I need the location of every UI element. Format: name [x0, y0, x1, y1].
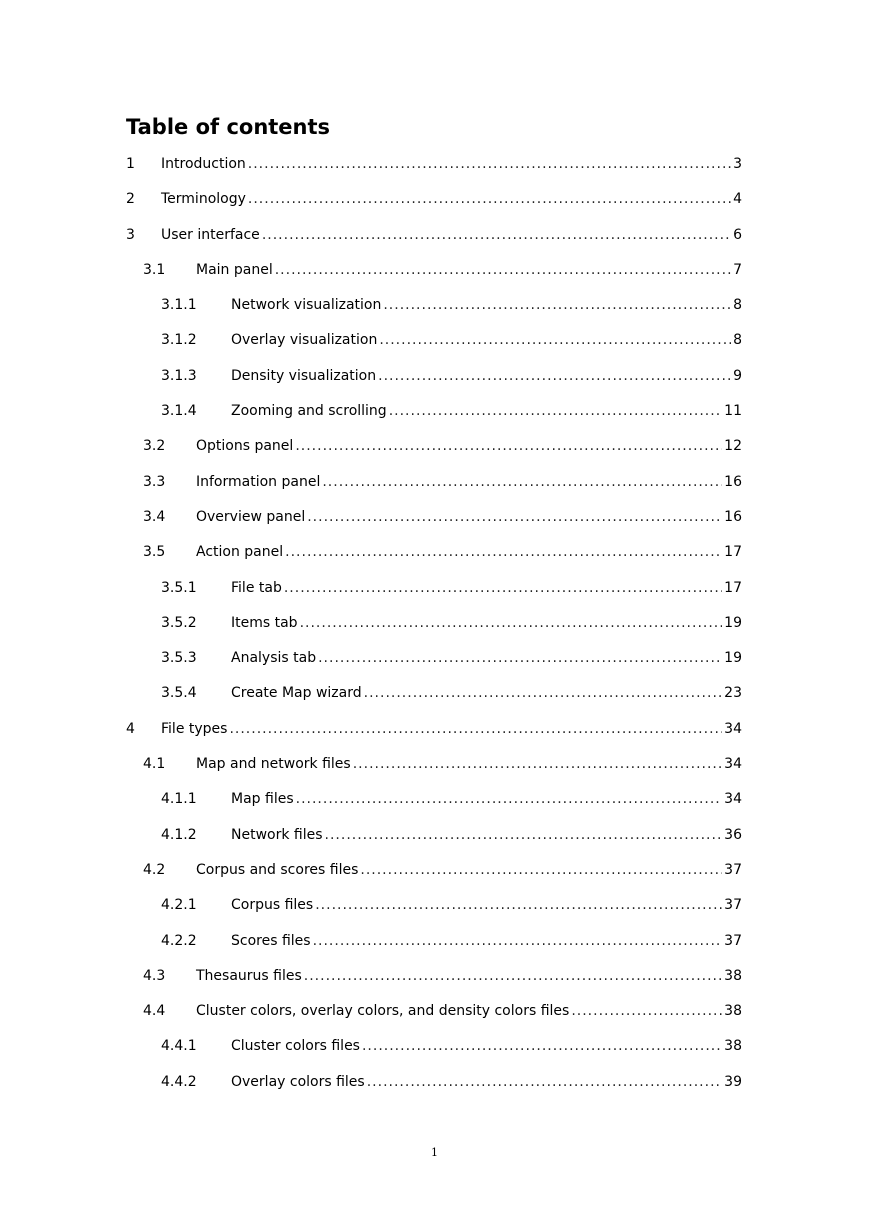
toc-entry-title[interactable]: Map and network files — [196, 756, 351, 773]
toc-entry-number: 3.3 — [143, 473, 166, 490]
toc-entry-title[interactable]: Density visualization — [231, 367, 377, 384]
toc-entry-body — [196, 434, 742, 458]
toc-entry-body — [161, 223, 742, 247]
toc-entry-title[interactable]: Corpus files — [231, 897, 314, 914]
toc-entry-number: 3.1.3 — [161, 367, 197, 384]
toc-entry-title[interactable]: Items tab — [231, 614, 298, 631]
dot-leader — [295, 434, 722, 458]
dot-leader — [304, 964, 722, 988]
toc-entry-body — [196, 540, 742, 564]
dot-leader — [315, 893, 722, 917]
toc-entry[interactable] — [126, 858, 742, 893]
toc-entry-number: 4.4.1 — [161, 1038, 197, 1055]
toc-entry-title[interactable]: Corpus and scores files — [196, 861, 359, 878]
toc-entry-body — [231, 399, 742, 423]
dot-leader — [378, 364, 731, 388]
toc-entry-page[interactable]: 6 — [733, 226, 742, 243]
toc-entry-number: 3.2 — [143, 438, 166, 455]
dot-leader — [362, 1034, 722, 1058]
toc-entry-number: 4.1.2 — [161, 826, 197, 843]
toc-entry-body — [231, 681, 742, 705]
dot-leader — [325, 823, 723, 847]
toc-entry-page[interactable]: 39 — [724, 1073, 742, 1090]
toc-entry-body — [231, 646, 742, 670]
toc-entry[interactable] — [126, 717, 742, 752]
toc-entry-title[interactable]: Information panel — [196, 473, 321, 490]
toc-entry-body — [231, 823, 742, 847]
toc-entry-body — [231, 293, 742, 317]
dot-leader — [296, 787, 723, 811]
toc-entry-title[interactable]: Analysis tab — [231, 650, 317, 667]
toc-entry-title[interactable]: Cluster colors, overlay colors, and density colors files — [196, 1003, 570, 1020]
toc-entry-title[interactable]: Scores files — [231, 932, 311, 949]
toc-entry[interactable] — [126, 893, 742, 928]
toc-entry[interactable] — [126, 752, 742, 787]
toc-entry[interactable] — [126, 823, 742, 858]
toc-entry-body — [231, 1034, 742, 1058]
toc-entry-page[interactable]: 3 — [733, 156, 742, 172]
toc-entry-body — [196, 999, 742, 1023]
toc-entry[interactable] — [126, 293, 742, 328]
toc-entry-number: 4.1.1 — [161, 791, 197, 808]
dot-leader — [248, 187, 731, 211]
toc-entry-title[interactable]: Overlay visualization — [231, 332, 378, 349]
toc-entry[interactable] — [126, 434, 742, 469]
toc-entry[interactable] — [126, 152, 742, 187]
toc-entry[interactable] — [126, 258, 742, 293]
toc-entry-body — [231, 611, 742, 635]
toc-entry-body — [161, 187, 742, 211]
toc-entry[interactable] — [126, 399, 742, 434]
toc-entry-number: 4.4 — [143, 1003, 166, 1020]
toc-entry-title[interactable]: Zooming and scrolling — [231, 403, 387, 420]
toc-entry-title[interactable]: File tab — [231, 579, 282, 596]
toc-entry-page[interactable]: 4 — [733, 191, 742, 208]
toc-entry-title[interactable]: Cluster colors files — [231, 1038, 360, 1055]
toc-entry-page[interactable]: 17 — [724, 579, 742, 596]
toc-entry-number: 3.5.3 — [161, 650, 197, 667]
page-title: Table of contents — [126, 115, 331, 139]
toc-entry-body — [231, 328, 742, 352]
toc-entry-body — [196, 964, 742, 988]
toc-entry[interactable] — [126, 999, 742, 1034]
toc-entry-page[interactable]: 37 — [724, 861, 742, 878]
toc-entry-body — [196, 470, 742, 494]
toc-entry-page[interactable]: 37 — [724, 897, 742, 914]
dot-leader — [379, 328, 731, 352]
toc-entry-page[interactable]: 8 — [733, 297, 742, 314]
toc-entry-number: 4.4.2 — [161, 1073, 197, 1090]
page-number: 1 — [431, 1146, 438, 1159]
toc-entry-page[interactable]: 19 — [724, 650, 742, 667]
dot-leader — [275, 258, 731, 282]
toc-entry-title[interactable]: File types — [161, 720, 228, 737]
toc-list — [126, 152, 742, 1105]
toc-entry-title[interactable]: Main panel — [196, 261, 273, 278]
toc-entry[interactable] — [126, 187, 742, 222]
dot-leader — [367, 1070, 722, 1094]
toc-entry-page[interactable]: 38 — [724, 1003, 742, 1020]
dot-leader — [300, 611, 723, 635]
toc-entry-number: 4.1 — [143, 756, 166, 773]
toc-entry-number: 3.5 — [143, 544, 166, 561]
dot-leader — [284, 576, 722, 600]
toc-entry-page[interactable]: 34 — [724, 720, 742, 737]
toc-entry-title[interactable]: Introduction — [161, 156, 246, 172]
toc-entry[interactable] — [126, 1070, 742, 1105]
toc-entry-number: 4.2.2 — [161, 932, 197, 949]
toc-entry-page[interactable]: 11 — [724, 403, 742, 420]
dot-leader — [248, 152, 731, 176]
dot-leader — [389, 399, 722, 423]
toc-entry-page[interactable]: 12 — [724, 438, 742, 455]
toc-entry-title[interactable]: Options panel — [196, 438, 294, 455]
dot-leader — [360, 858, 722, 882]
toc-entry-page[interactable]: 7 — [733, 261, 742, 278]
toc-entry-body — [196, 858, 742, 882]
toc-entry-body — [196, 258, 742, 282]
dot-leader — [353, 752, 722, 776]
toc-entry-page[interactable]: 16 — [724, 473, 742, 490]
toc-entry-body — [231, 929, 742, 953]
dot-leader — [229, 717, 722, 741]
toc-entry-number: 3.5.4 — [161, 685, 197, 702]
toc-entry[interactable] — [126, 328, 742, 363]
toc-entry-body — [231, 576, 742, 600]
toc-entry-body — [161, 717, 742, 741]
toc-entry[interactable] — [126, 681, 742, 716]
toc-entry-body — [231, 893, 742, 917]
toc-entry-page[interactable]: 34 — [724, 756, 742, 773]
toc-entry[interactable] — [126, 929, 742, 964]
dot-leader — [571, 999, 722, 1023]
toc-entry[interactable] — [126, 470, 742, 505]
toc-entry-body — [196, 505, 742, 529]
toc-entry[interactable] — [126, 964, 742, 999]
toc-entry-page[interactable]: 16 — [724, 508, 742, 525]
toc-entry-body — [231, 787, 742, 811]
toc-entry-body — [196, 752, 742, 776]
dot-leader — [383, 293, 731, 317]
toc-entry[interactable] — [126, 1034, 742, 1069]
toc-entry-page[interactable]: 8 — [733, 332, 742, 349]
toc-entry[interactable] — [126, 787, 742, 822]
toc-entry-title[interactable]: Overlay colors files — [231, 1073, 365, 1090]
toc-entry-body — [161, 152, 742, 176]
toc-entry-page[interactable]: 9 — [733, 367, 742, 384]
toc-entry-number: 3.1 — [143, 261, 166, 278]
toc-entry-title[interactable]: Overview panel — [196, 508, 306, 525]
toc-entry-title[interactable]: Network visualization — [231, 297, 382, 314]
dot-leader — [285, 540, 722, 564]
toc-entry-number: 4 — [126, 720, 135, 737]
toc-entry-page[interactable]: 38 — [724, 967, 742, 984]
toc-entry-page[interactable]: 38 — [724, 1038, 742, 1055]
toc-entry-title[interactable]: User interface — [161, 226, 260, 243]
toc-entry-number: 3 — [126, 226, 135, 243]
toc-entry-page[interactable]: 36 — [724, 826, 742, 843]
toc-entry[interactable] — [126, 505, 742, 540]
toc-entry-number: 3.5.1 — [161, 579, 197, 596]
dot-leader — [322, 470, 722, 494]
toc-entry-number: 3.1.4 — [161, 403, 197, 420]
toc-entry-number: 2 — [126, 191, 135, 208]
toc-entry-page[interactable]: 23 — [724, 685, 742, 702]
toc-entry-title[interactable]: Action panel — [196, 544, 284, 561]
toc-entry[interactable] — [126, 223, 742, 258]
toc-entry-page[interactable]: 34 — [724, 791, 742, 808]
toc-entry-body — [231, 364, 742, 388]
toc-entry[interactable] — [126, 576, 742, 611]
toc-entry-number: 3.1.2 — [161, 332, 197, 349]
toc-entry-number: 3.5.2 — [161, 614, 197, 631]
toc-entry[interactable] — [126, 364, 742, 399]
toc-entry-title[interactable]: Create Map wizard — [231, 685, 362, 702]
toc-entry-number: 4.2 — [143, 861, 166, 878]
dot-leader — [262, 223, 731, 247]
toc-entry-body — [231, 1070, 742, 1094]
toc-entry-page[interactable]: 37 — [724, 932, 742, 949]
toc-entry-number: 4.2.1 — [161, 897, 197, 914]
toc-entry-number: 4.3 — [143, 967, 166, 984]
dot-leader — [364, 681, 723, 705]
toc-entry-number: 1 — [126, 156, 135, 172]
toc-entry-number: 3.4 — [143, 508, 166, 525]
toc-entry-title[interactable]: Terminology — [161, 191, 246, 208]
toc-entry-page[interactable]: 17 — [724, 544, 742, 561]
toc-entry[interactable] — [126, 540, 742, 575]
dot-leader — [313, 929, 723, 953]
toc-entry-page[interactable]: 19 — [724, 614, 742, 631]
toc-entry-title[interactable]: Network files — [231, 826, 323, 843]
toc-entry[interactable] — [126, 646, 742, 681]
toc-entry[interactable] — [126, 611, 742, 646]
dot-leader — [307, 505, 722, 529]
dot-leader — [318, 646, 722, 670]
toc-entry-title[interactable]: Map files — [231, 791, 294, 808]
toc-entry-number: 3.1.1 — [161, 297, 197, 314]
toc-entry-title[interactable]: Thesaurus files — [196, 967, 302, 984]
